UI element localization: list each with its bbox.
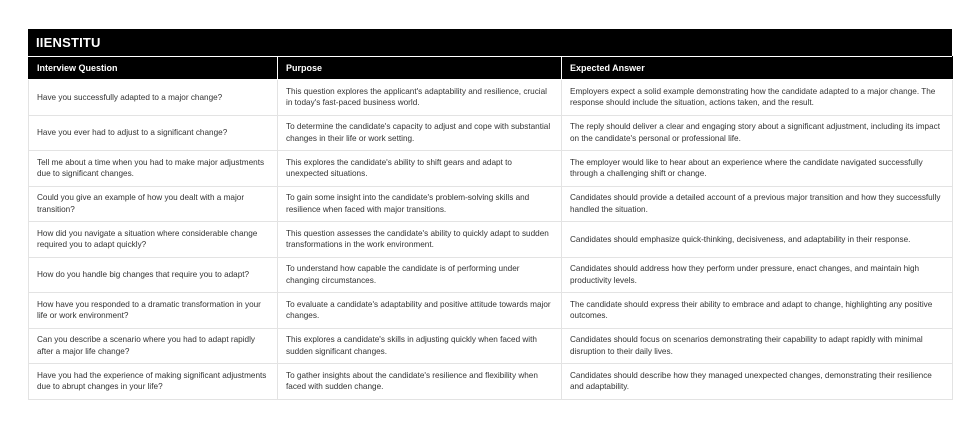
answer-cell: Candidates should emphasize quick-thinking, decisiveness, and adaptability in their response. (562, 222, 953, 258)
table-row (29, 257, 953, 293)
purpose-cell: To gather insights about the candidate's resilience and flexibility when faced with sudden change. (278, 364, 562, 400)
answer-cell: The candidate should express their ability to embrace and adapt to change, highlighting any positive outcomes. (562, 293, 953, 329)
question-cell: How do you handle big changes that require you to adapt? (29, 257, 278, 293)
table-row (29, 328, 953, 364)
header-row (29, 57, 953, 80)
header-purpose: Purpose (278, 57, 562, 80)
answer-cell: Candidates should provide a detailed account of a previous major transition and how they successfully handled the situation. (562, 186, 953, 222)
purpose-cell: To determine the candidate's capacity to adjust and cope with substantial changes in their life or work setting. (278, 115, 562, 151)
table-container (28, 29, 952, 400)
purpose-cell: This question explores the applicant's adaptability and resilience, crucial in today's fast-paced business world. (278, 80, 562, 116)
purpose-cell: This explores the candidate's ability to shift gears and adapt to unexpected situations. (278, 151, 562, 187)
purpose-cell: To evaluate a candidate's adaptability and positive attitude towards major changes. (278, 293, 562, 329)
answer-cell: The reply should deliver a clear and engaging story about a significant adjustment, including its impact on the candidate's personal or professional life. (562, 115, 953, 151)
table-row (29, 115, 953, 151)
table-row (29, 151, 953, 187)
question-cell: How have you responded to a dramatic transformation in your life or work environment? (29, 293, 278, 329)
question-cell: Have you successfully adapted to a major change? (29, 80, 278, 116)
purpose-cell: This explores a candidate's skills in adjusting quickly when faced with sudden significant changes. (278, 328, 562, 364)
header-interview-question: Interview Question (29, 57, 278, 80)
question-cell: Have you had the experience of making significant adjustments due to abrupt changes in your life? (29, 364, 278, 400)
interview-table (28, 56, 953, 400)
answer-cell: Candidates should focus on scenarios demonstrating their capability to adapt rapidly with minimal disruption to their daily lives. (562, 328, 953, 364)
brand-title: IIENSTITU (28, 29, 952, 56)
question-cell: How did you navigate a situation where considerable change required you to adapt quickly? (29, 222, 278, 258)
question-cell: Could you give an example of how you dealt with a major transition? (29, 186, 278, 222)
question-cell: Have you ever had to adjust to a significant change? (29, 115, 278, 151)
table-row (29, 80, 953, 116)
table-row (29, 186, 953, 222)
question-cell: Tell me about a time when you had to make major adjustments due to significant changes. (29, 151, 278, 187)
purpose-cell: To gain some insight into the candidate's problem-solving skills and resilience when faced with major transitions. (278, 186, 562, 222)
purpose-cell: This question assesses the candidate's ability to quickly adapt to sudden transformations in the work environment. (278, 222, 562, 258)
question-cell: Can you describe a scenario where you had to adapt rapidly after a major life change? (29, 328, 278, 364)
answer-cell: Candidates should describe how they managed unexpected changes, demonstrating their resilience and adaptability. (562, 364, 953, 400)
header-expected-answer: Expected Answer (562, 57, 953, 80)
answer-cell: Candidates should address how they perform under pressure, enact changes, and maintain high productivity levels. (562, 257, 953, 293)
purpose-cell: To understand how capable the candidate is of performing under changing circumstances. (278, 257, 562, 293)
table-row (29, 364, 953, 400)
answer-cell: Employers expect a solid example demonstrating how the candidate adapted to a major change. The response should include the situation, actions taken, and the result. (562, 80, 953, 116)
table-row (29, 293, 953, 329)
table-row (29, 222, 953, 258)
answer-cell: The employer would like to hear about an experience where the candidate navigated successfully through a challenging shift or change. (562, 151, 953, 187)
